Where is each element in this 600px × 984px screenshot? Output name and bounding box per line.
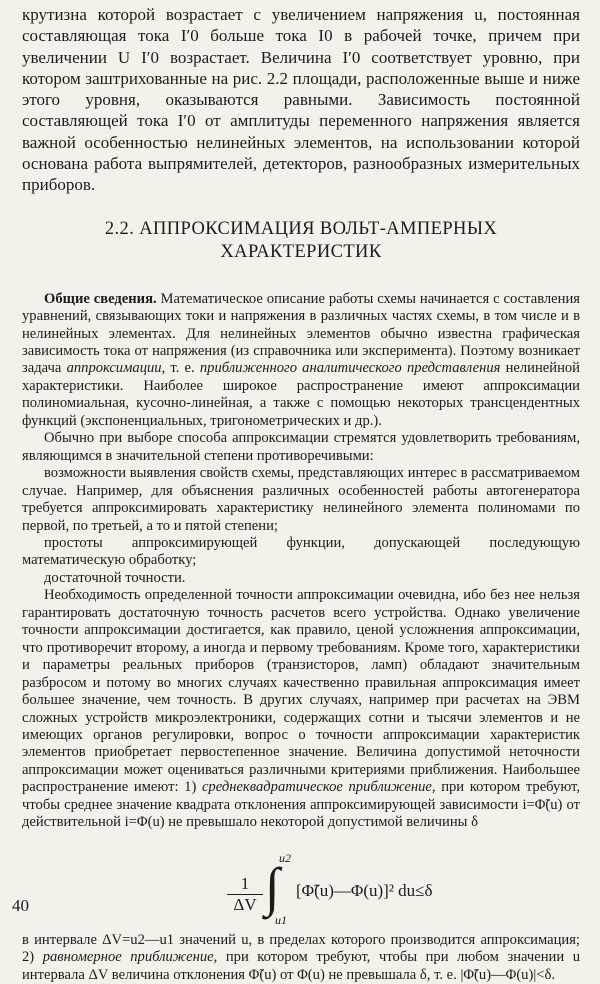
text-run: Математическое описание работы схемы начинается с составления уравнений, связывающих токи и напряжения в различных частях схемы, в том числе и в нелинейных элементах. Для нелинейных элементов обычно известна графическая зависимость тока от напряжения (из справочника или эксперимента). Поэтому возникает задача (22, 290, 580, 377)
formula-upper-limit: u2 (279, 850, 291, 865)
subheading-bold: Общие сведения. (44, 290, 157, 307)
italic-term: среднеквадратическое приближение (201, 779, 432, 796)
formula-expression: [Φ̃(u)—Φ(u)]² du≤δ (296, 880, 433, 900)
section-heading-line2: ХАРАКТЕРИСТИК (220, 241, 382, 262)
requirement-item-2: простоты аппроксимирующей функции, допускающей последующую математическую обработку; (22, 535, 580, 569)
requirement-item-1: возможности выявления свойств схемы, представляющих интерес в рассматриваемом случае. Например, для объяснения различных особенностей работы автогенератора требуется аппроксимировать характеристику нелинейного элемента полиномами по первой, по третьей, а то и пятой степени; (22, 465, 580, 534)
integral-formula (22, 832, 580, 932)
intro-paragraph: крутизна которой возрастает с увеличением напряжения u, постоянная составляющая тока I′0 больше тока I0 в рабочей точке, причем при увеличении U I′0 возрастает. Величина I′0 соответствует уровню, при котором заштрихованные на рис. 2.2 площади, расположенные выше и ниже этого уровня, оказываются равными. Зависимость постоянной составляющей тока I′0 от амплитуды переменного напряжения является важной особенностью нелинейных элементов, на использовании которой основана работа выпрямителей, детекторов, разнообразных измерительных приборов. (22, 5, 580, 195)
italic-term: равномерное приближение (42, 949, 214, 966)
paragraph-accuracy (22, 587, 580, 831)
paragraph-uniform (22, 932, 580, 984)
text-run: Необходимость определенной точности аппроксимации очевидна, ибо без нее нельзя гарантировать достаточную точность расчетов всего устройства. Однако увеличение точности аппроксимации достигается, как правило, ценой усложнения аппроксимации, что противоречит второму, а иногда и первому требованиям. Кроме того, характеристики и параметры реальных приборов (транзисторов, ламп) обладают значительным разбросом и потому во многих случаях качественно правильная аппроксимация имеет большее значение, чем точность. В других случаях, например при расчетах на ЭВМ сложных устройств микроэлектроники, содержащих сотни и тысячи элементов и не имеющих органов регулировки, вопрос о точности аппроксимации характеристик элементов приобретает первостепенное значение. Величина допустимой неточности аппроксимации может оцениваться различными критериями приближения. Наибольшее распространение имеют: 1) (22, 587, 580, 796)
paragraph-general (22, 291, 580, 431)
formula-lower-limit: u1 (275, 912, 287, 927)
paragraph-requirements: Обычно при выборе способа аппроксимации стремятся удовлетворить требованиям, являющимся в значительной степени противоречивыми: (22, 430, 580, 464)
page-number: 40 (12, 896, 29, 915)
text-run: , при котором требуют, чтобы при любом значении u интервала ΔV величина отклонения Φ̃(u) от Φ(u) не превышала δ, т. е. |Φ̃(u)—Φ(u)|<δ. (22, 949, 580, 983)
section-heading (22, 218, 580, 264)
italic-term: приближенного аналитического представления (199, 360, 501, 377)
formula-numerator: 1 (227, 874, 263, 895)
italic-term: аппроксимации (66, 360, 162, 377)
integral-sign-icon: ∫ (265, 856, 280, 917)
text-run: нелинейной характеристики. Наиболее широкое распространение имеют аппроксимации полиномиальная, кусочно-линейная, а также с помощью некоторых трансцендентных функций (экспоненциальных, тригонометрических и др.). (22, 360, 580, 429)
section-heading-line1: 2.2. АППРОКСИМАЦИЯ ВОЛЬТ-АМПЕРНЫХ (104, 218, 498, 239)
section-body (22, 291, 580, 984)
formula-denominator: ΔV (233, 894, 257, 914)
text-run: , т. е. (161, 360, 200, 377)
text-run: , при котором требуют, чтобы среднее значение квадрата отклонения аппроксимирующей зависимости i=Φ̃(u) от действительной i=Φ(u) не превышало некоторой допустимой величины δ (22, 779, 580, 831)
formula-fraction (227, 874, 263, 915)
text-run: в интервале ΔV=u2—u1 значений u, в пределах которого производится аппроксимация; 2) (22, 931, 580, 966)
requirement-item-3: достаточной точности. (44, 569, 186, 586)
